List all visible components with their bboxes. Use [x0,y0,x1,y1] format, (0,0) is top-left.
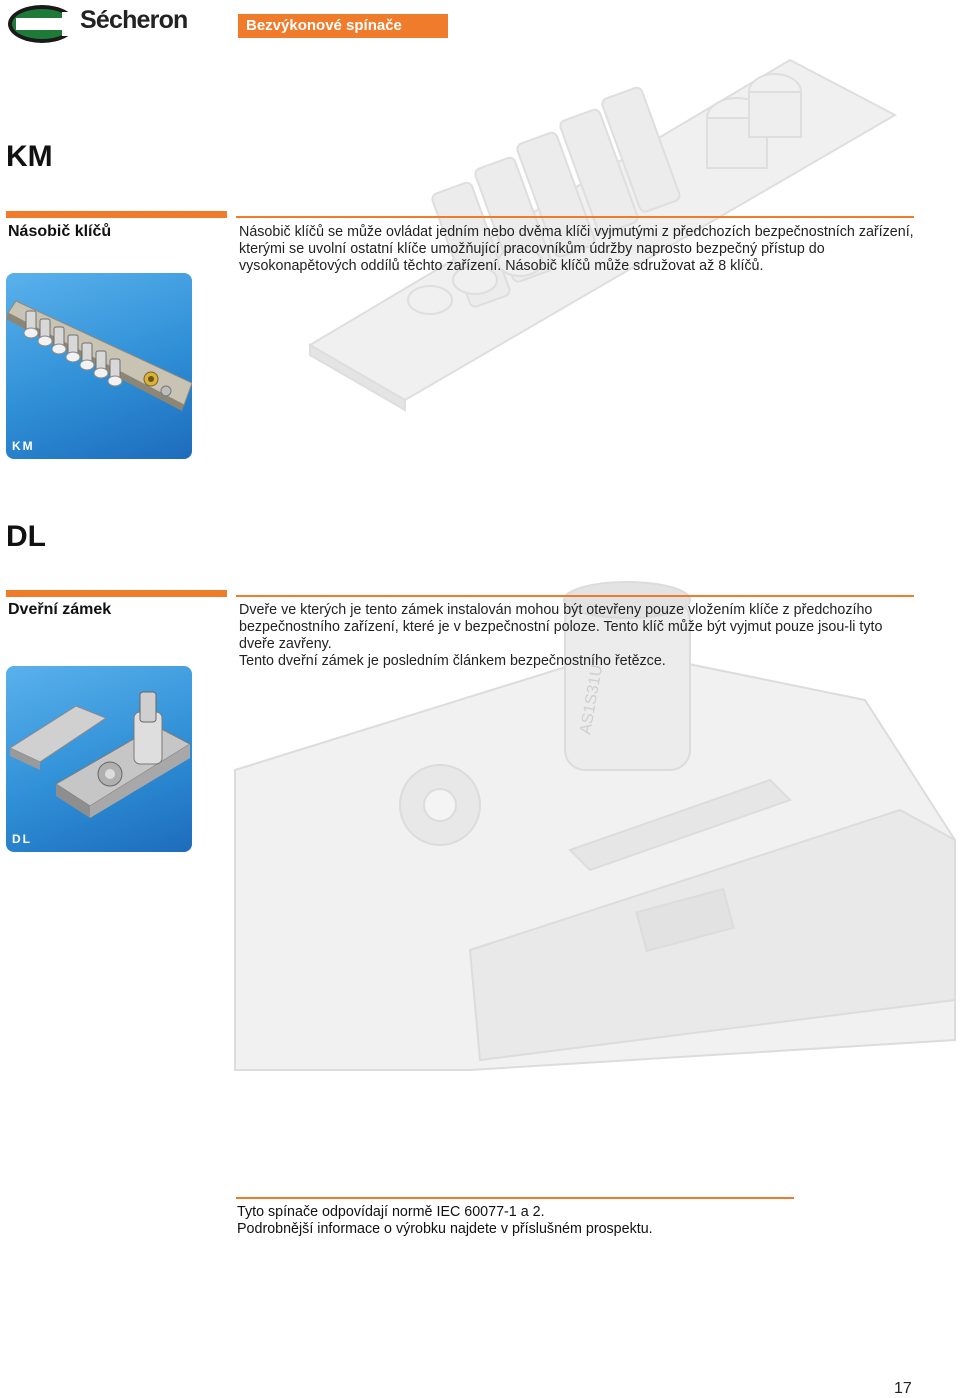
secheron-logo-mark-icon [6,4,86,44]
km-description [239,224,919,275]
footer-line-2: Podrobnější informace o výrobku najdete v příslušném prospektu. [237,1221,653,1237]
km-photo-label: KM [12,439,35,453]
section-tag: Bezvýkonové spínače [238,14,448,38]
km-title: KM [6,140,53,173]
km-orange-bar [6,211,227,218]
brand-name: Sécheron [80,6,188,34]
dl-photo-label: DL [12,832,32,846]
km-subtitle: Násobič klíčů [8,223,112,240]
dl-description-line-2: Tento dveřní zámek je posledním článkem bezpečnostního řetězce. [239,653,666,669]
km-product-photo [6,273,192,459]
door-lock-image [6,666,192,852]
km-description-text: Násobič klíčů se může ovládat jedním nebo dvěma klíči vyjmutými z předchozích bezpečnostních zařízení, kterými se uvolní ostatní klíče umožňující pracovníkům údržby naprosto bezpečný přístup do vysokonapětových oddílů těchto zařízení. Násobič klíčů může sdružovat až 8 klíčů. [239,224,914,274]
dl-title: DL [6,520,46,553]
dl-orange-rule [236,595,914,597]
key-multiplier-image [6,273,192,459]
dl-product-photo [6,666,192,852]
footer-orange-rule [236,1197,794,1199]
page-number: 17 [894,1380,912,1397]
dl-description [239,602,919,670]
dl-description-line-1: Dveře ve kterých je tento zámek instalován mohou být otevřeny pouze vložením klíče z předchozího bezpečnostního zařízení, které je v bezpečnostní poloze. Tento klíč může být vyjmut pouze jsou-li tyto dveře zavřeny. [239,602,883,652]
footer-line-1: Tyto spínače odpovídají normě IEC 60077-1 a 2. [237,1204,545,1220]
footer-notes [237,1204,653,1238]
dl-subtitle: Dveřní zámek [8,601,112,618]
drawing-part-code: AS1S31U [577,663,607,736]
km-orange-rule [236,216,914,218]
dl-orange-bar [6,590,227,597]
